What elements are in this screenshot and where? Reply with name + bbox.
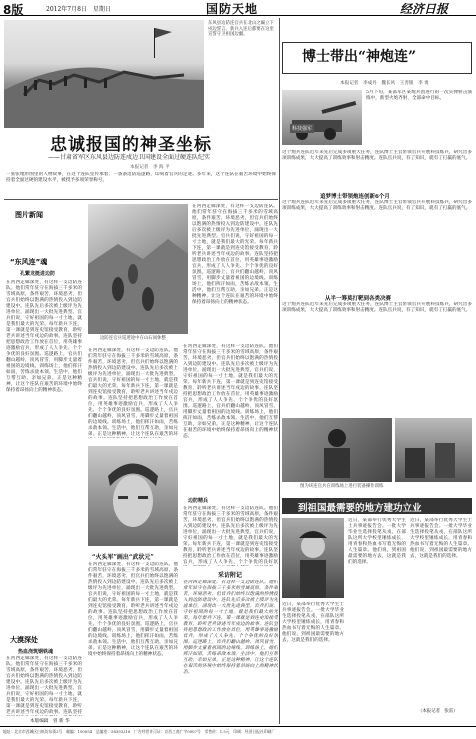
center-subhead-1: “火头军”画出“武状元”	[92, 554, 154, 561]
left-column-text-1: 在河西走廊深处，有这样一支边防连队。他们常年驻守在海拔三千多米的雪域高原，条件艰苦，环境恶劣，但官兵们始终以饱满的热情投入到边防建设中。连队先后多次被上级评为先进单位，涌现出一大批先进典型。官兵们说，守好祖国的每一寸土地，就是我们最大的光荣。每年新兵下连，第一课就是到连史馆接受教育，聆听老兵讲述当年戍边的故事。连队坚持把思想政治工作放在首位，用英雄事迹激励官兵，形成了人人争先、个个争优的良好氛围。巡逻路上，官兵们翻山越岭，顶风冒雪，用脚步丈量着祖国的边境线。训练场上，他们挥汗如雨，苦练杀敌本领。生活中，他们互帮互助，亲如兄弟。正是这种精神，让这个连队在艰苦的环境中始终保持着昂扬向上的精神状态。	[6, 280, 82, 393]
right-bottom-text-3: 近日，某部举行优秀大学生士兵事迹报告会。一批大学毕业生选择投笔从戎，在部队这所大学校里锤炼成长，用青春和热血书写着无悔的人生篇章。他们说，到祖国最需要的地方去，这就是我们的选择。	[282, 602, 344, 643]
afterword-heading: 采访附记	[218, 572, 243, 579]
right-article-byline: 本报记者 李成丹 魏长风 王善银 李 勇	[340, 81, 429, 86]
intro-divider	[4, 199, 278, 200]
soldiers-rocks-illustration	[88, 204, 188, 334]
section-title: 国防天地	[206, 2, 259, 16]
graduate-soldier-photo	[282, 518, 344, 598]
right-subhead-1: 追梦博士带领炮连创新6个月	[320, 194, 390, 200]
artillery-illustration	[282, 90, 362, 145]
center-text-b: 在河西走廊深处，有这样一支边防连队。他们常年驻守在海拔三千多米的雪域高原，条件艰苦，环境恶劣，但官兵们始终以饱满的热情投入到边防建设中。连队先后多次被上级评为先进单位，涌现出一大批先进典型。官兵们说，守好祖国的每一寸土地，就是我们最大的光荣。每年新兵下连，第一课就是到连史馆接受教育，聆听老兵讲述当年戍边的故事。连队坚持把思想政治工作放在首位，用英雄事迹激励官兵，形成了人人争先、个个争优的良好氛围。巡逻路上，官兵们翻山越岭，顶风冒雪，用脚步丈量着祖国的边境线。训练场上，他们挥汗如雨，苦练杀敌本领。生活中，他们互帮互助，亲如兄弟。正是这种精神，让这个连队在艰苦的环境中始终保持着昂扬向上的精神状态。	[183, 344, 278, 439]
newspaper-logo: 经济日报	[400, 2, 449, 16]
right-bottom-title: 到祖国最需要的地方建功立业	[298, 503, 422, 514]
left-subhead-1: 图片新闻	[15, 211, 43, 219]
right-intro: 5月下旬，某部军区某炮兵团进行的一次实弹射击演练中，新型火炮齐射，全部命中目标。	[366, 90, 472, 101]
left-column-text-2: 在河西走廊深处，有这样一支边防连队。他们常年驻守在海拔三千多米的雪域高原，条件艰苦，环境恶劣，但官兵们始终以饱满的热情投入到边防建设中。连队先后多次被上级评为先进单位，涌现出一大批先进典型。官兵们说，守好祖国的每一寸土地，就是我们最大的光荣。每年新兵下连，第一课就是到连史馆接受教育，聆听老兵讲述当年戍边的故事。连队坚持	[6, 656, 82, 715]
footer-info: 地址：北京市西城区白纸坊东街2号 邮编：100054 总编室：58393218 广告经营许可证：京西工商广字0007号 零售价：1.5元 印刷：经济日报社印刷厂	[3, 729, 276, 734]
soldier-at-console-illustration	[282, 418, 392, 482]
column-divider	[279, 18, 280, 724]
center-subhead-2: 边防精兵	[188, 498, 209, 504]
lead-signoff: 本版编辑 曾 新 华	[30, 719, 70, 724]
soldier-face-illustration	[88, 446, 178, 546]
training-photo-2	[395, 418, 472, 482]
lead-intro: 一张张地形图里的人物故事，在这个连队里传承着；一条条边防巡逻路，印刻着官兵的足迹。多年来，这个连队在艰苦环境中始终保持着全面过硬的建设水平，被授予多项荣誉称号。	[6, 172, 276, 183]
training-photo-1	[282, 418, 392, 482]
center-text-d: 在河西走廊深处，有这样一支边防连队。他们常年驻守在海拔三千多米的雪域高原，条件艰苦，环境恶劣，但官兵们始终以饱满的热情投入到边防建设中。连队先后多次被上级评为先进单位，涌现出一大批先进典型。官兵们说，守好祖国的每一寸土地，就是我们最大的光荣。每年新兵下连，第一课就是到连史馆接受教育，聆听老兵讲述当年戍边的故事。连队坚持把思想政治工作放在首位，用英雄事迹激励官兵，形成了人人争先、个个争优的良好氛	[183, 506, 278, 565]
left-subhead-2: “东风连”魂	[10, 258, 48, 266]
lead-title: 忠诚报国的神圣坐标	[50, 135, 212, 155]
right-col-text-2: 这个炮兵连队近年来先后完成多项重大任务，连队博士主官带领官兵开展科技练兵，研究出多项训练成果，大大提高了训练效率和射击精度。连队官兵说，有了知识，就有了打赢的底气。	[282, 200, 472, 211]
right-bottom-text-2: 近日，某部举行优秀大学生士兵事迹报告会。一批大学毕业生选择投笔从戎，在部队这所大学校里锤炼成长，用青春和热血书写着无悔的人生篇章。他们说，到祖国最需要的地方去，这就是我们的选择。	[410, 518, 472, 559]
soldier-portrait-photo	[88, 446, 178, 546]
lead-photo-caption: 东风县边防连官兵在北山之巅立下戍边誓言。新兵入连后都要在这里宣誓守卫祖国边疆。	[208, 21, 274, 37]
science-tag: 科技强军	[292, 126, 313, 132]
footer-rule	[0, 726, 476, 727]
center-text-c: 在河西走廊深处，有这样一支边防连队。他们常年驻守在海拔三千多米的雪域高原，条件艰苦，环境恶劣，但官兵们始终以饱满的热情投入到边防建设中。连队先后多次被上级评为先进单位，涌现出一大批先进典型。官兵们说，守好祖国的每一寸土地，就是我们最大的光荣。每年新兵下连，第一课就是到连史馆接受教育，聆听老兵讲述当年戍边的故事。连队坚持把思想政治工作放在首位，用英雄事迹激励官兵，形成了人人争先、个个争优的良好氛围。巡逻路上，官兵们翻山越岭，顶风冒雪，用脚步丈量着祖国的边境线。训练场上，他们挥汗如雨，苦练杀敌本领。生活中，他们互帮互助，亲如兄弟。正是这种精神，让这个连队在艰苦的环境中始终保持着昂扬向上的精神状态。	[88, 562, 178, 657]
lead-byline: 本报记者 李 海 平	[130, 165, 170, 170]
page-number: 8版	[3, 3, 24, 17]
mountain-flag-illustration	[4, 20, 204, 128]
left-subhead-5: 热血浇筑钢铁魂	[18, 649, 54, 655]
patrol-photo	[88, 204, 188, 334]
soldiers-equipment-illustration	[395, 418, 472, 482]
right-col-text-1: 这个炮兵连队近年来先后完成多项重大任务，连队博士主官带领官兵开展科技练兵，研究出多项训练成果，大大提高了训练效率和射击精度。连队官兵说，有了知识，就有了打赢的底气。	[282, 150, 472, 161]
right-bottom-text-1: 近日，某部举行优秀大学生士兵事迹报告会。一批大学毕业生选择投笔从戎，在部队这所大学校里锤炼成长，用青春和热血书写着无悔的人生篇章。他们说，到祖国最需要的地方去，这就是我们的选择。	[348, 518, 406, 565]
left-subhead-3: 孔繁龙挺进边防	[20, 271, 56, 277]
center-text-a: 在河西走廊深处，有这样一支边防连队。他们常年驻守在海拔三千多米的雪域高原，条件艰苦，环境恶劣，但官兵们始终以饱满的热情投入到边防建设中。连队先后多次被上级评为先进单位，涌现出一大批先进典型。官兵们说，守好祖国的每一寸土地，就是我们最大的光荣。每年新兵下连，第一课就是到连史馆接受教育，聆听老兵讲述当年戍边的故事。连队坚持把思想政治工作放在首位，用英雄事迹激励官兵，形成了人人争先、个个争优的良好氛围。巡逻路上，官兵们翻山越岭，顶风冒雪，用脚步丈量着祖国的边境线。训练场上，他们挥汗如雨，苦练杀敌本领。生活中，他们互帮互助，亲如兄弟。正是这种精神，让这个连队在艰苦的环	[88, 348, 178, 437]
right-bottom-signoff: （本报记者 张雷）	[418, 709, 458, 714]
training-photo-caption: 图为该连官兵在训练场上进行装备操作训练	[300, 484, 384, 489]
middle-column-text-1: 在河西走廊深处，有这样一支边防连队。他们常年驻守在海拔三千多米的雪域高原，条件艰苦，环境恶劣，但官兵们始终以饱满的热情投入到边防建设中。连队先后多次被上级评为先进单位，涌现出一大批先进典型。官兵们说，守好祖国的每一寸土地，就是我们最大的光荣。每年新兵下连，第一课就是到连史馆接受教育，聆听老兵讲述当年戍边的故事。连队坚持把思想政治工作放在首位，用英雄事迹激励官兵，形成了人人争先、个个争优的良好氛围。巡逻路上，官兵们翻山越岭，顶风冒雪，用脚步丈量着祖国的边境线。训练场上，他们挥汗如雨，苦练杀敌本领。生活中，他们互帮互助，亲如兄弟。正是这种精神，让这个连队在艰苦的环境中始终保持着昂扬向上的精神状态。	[192, 204, 278, 305]
left-subhead-4: 大漠深处	[10, 636, 38, 644]
patrol-photo-caption: 边防连官兵巡逻途中在山石间休整	[100, 336, 166, 341]
lead-photo	[4, 20, 204, 128]
right-subhead-2: 从半一筹莫打靶到各类决赛	[325, 296, 392, 302]
lead-subtitle: ——甘肃省军区东风县边防连戍边卫国建设全面过硬连队纪实	[48, 154, 211, 161]
soldier-saluting-illustration	[282, 518, 344, 598]
right-article-title: 博士带出“神炮连”	[302, 49, 417, 65]
right-col-text-3: 这个炮兵连队近年来先后完成多项重大任务，连队博士主官带领官兵开展科技练兵，研究出多项训练成果，大大提高了训练效率和射击精度。连队官兵说，有了知识，就有了打赢的底气。	[282, 302, 472, 313]
artillery-photo	[282, 90, 362, 145]
issue-date: 2012年7月8日 星期日	[46, 6, 111, 13]
afterword-text: 在河西走廊深处，有这样一支边防连队。他们常年驻守在海拔三千多米的雪域高原，条件艰苦，环境恶劣，但官兵们始终以饱满的热情投入到边防建设中。连队先后多次被上级评为先进单位，涌现出一大批先进典型。官兵们说，守好祖国的每一寸土地，就是我们最大的光荣。每年新兵下连，第一课就是到连史馆接受教育，聆听老兵讲述当年戍边的故事。连队坚持把思想政治工作放在首位，用英雄事迹激励官兵，形成了人人争先、个个争优的良好氛围。巡逻路上，官兵们翻山越岭，顶风冒雪，用脚步丈量着祖国的边境线。训练场上，他们挥汗如雨，苦练杀敌本领。生活中，他们互帮互助，亲如兄弟。正是这种精神，让这个连队在艰苦的环境中始终保持着昂扬向上的精神状态。	[183, 580, 278, 675]
